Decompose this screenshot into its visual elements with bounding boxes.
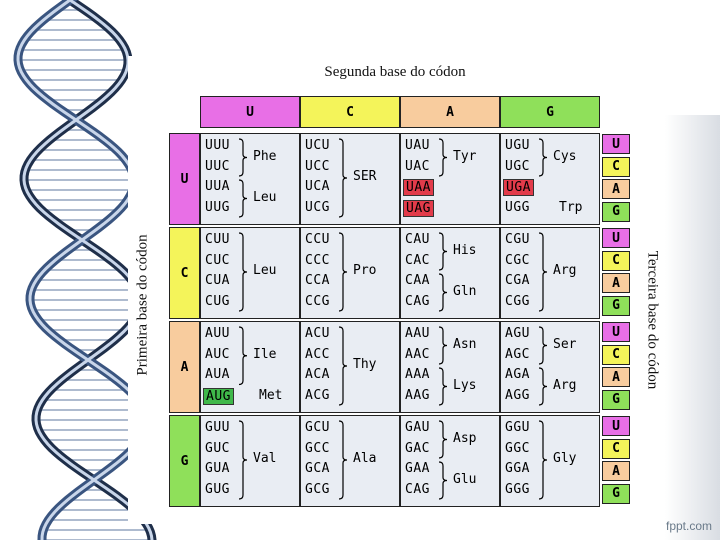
codon: CCG	[305, 293, 330, 309]
codon: GAA	[405, 461, 430, 476]
codon: GCG	[305, 481, 330, 497]
codon-cell	[300, 227, 400, 319]
codon: CAG	[405, 293, 430, 309]
codon: CGU	[505, 232, 530, 247]
third-base-u: U	[602, 228, 630, 248]
amino-acid-label: Tyr	[453, 148, 477, 164]
amino-acid-label: Thy	[353, 357, 377, 372]
codon: UAU	[405, 138, 430, 153]
brace	[337, 232, 349, 312]
codon: GGA	[505, 461, 530, 476]
codon: CAU	[405, 232, 430, 247]
codon: UGC	[505, 158, 530, 174]
brace	[437, 367, 449, 406]
codon: CAG	[405, 481, 430, 497]
codon: AUG	[203, 388, 234, 405]
codon: AUA	[205, 367, 230, 382]
brace	[337, 138, 349, 218]
codon: GAC	[405, 440, 430, 456]
codon: UUC	[205, 158, 230, 174]
third-base-c: C	[602, 345, 630, 365]
codon: AAA	[405, 367, 430, 382]
codon-cell	[300, 321, 400, 413]
third-base-a: A	[602, 367, 630, 387]
codon: AUC	[205, 346, 230, 362]
codon-cell	[400, 415, 500, 507]
amino-acid-label: Ser	[553, 336, 577, 352]
amino-acid-label: Trp	[559, 199, 583, 215]
codon: CGG	[505, 293, 530, 309]
codon: GUA	[205, 461, 230, 476]
brace	[437, 232, 449, 271]
codon: CGC	[505, 252, 530, 268]
second-base-g: G	[500, 96, 600, 128]
codon: UUA	[205, 179, 230, 194]
codon: UGU	[505, 138, 530, 153]
brace	[537, 367, 549, 406]
brace	[237, 420, 249, 500]
third-base-title: Terceira base do códon	[644, 250, 661, 390]
brace	[437, 420, 449, 459]
amino-acid-label: His	[453, 242, 477, 258]
amino-acid-label: Ala	[353, 451, 377, 466]
codon-cell	[300, 415, 400, 507]
codon-cell	[400, 133, 500, 225]
codon: GUC	[205, 440, 230, 456]
codon: AGC	[505, 346, 530, 362]
amino-acid-label: Glu	[453, 471, 477, 487]
codon: UCC	[305, 158, 330, 174]
codon: GCC	[305, 440, 330, 456]
amino-acid-label: Leu	[253, 263, 277, 278]
first-base-a: A	[169, 321, 200, 413]
codon: UCU	[305, 138, 330, 153]
codon-cell	[300, 133, 400, 225]
codon: AAG	[405, 387, 430, 403]
codon: GCU	[305, 420, 330, 435]
second-base-u: U	[200, 96, 300, 128]
third-base-g: G	[602, 484, 630, 504]
codon: GAU	[405, 420, 430, 435]
amino-acid-label: SER	[353, 169, 377, 184]
codon-cell	[500, 227, 600, 319]
codon: GUG	[205, 481, 230, 497]
codon: UAC	[405, 158, 430, 174]
amino-acid-label: Lys	[453, 377, 477, 393]
amino-acid-label: Gly	[553, 451, 577, 466]
brace	[537, 232, 549, 312]
codon: CUG	[205, 293, 230, 309]
codon: CCC	[305, 252, 330, 268]
codon: CCA	[305, 273, 330, 288]
first-base-g: G	[169, 415, 200, 507]
brace	[337, 420, 349, 500]
codon: UCA	[305, 179, 330, 194]
brace	[237, 138, 249, 177]
second-base-title: Segunda base do códon	[324, 64, 466, 80]
codon-cell	[400, 321, 500, 413]
brace	[537, 138, 549, 177]
codon: AGG	[505, 387, 530, 403]
amino-acid-label: Asp	[453, 430, 477, 446]
amino-acid-label: Ile	[253, 346, 277, 362]
codon: ACG	[305, 387, 330, 403]
codon: UUG	[205, 199, 230, 215]
codon: GGC	[505, 440, 530, 456]
codon-cell	[500, 321, 600, 413]
brace	[337, 326, 349, 406]
amino-acid-label: Leu	[253, 189, 277, 205]
codon: GCA	[305, 461, 330, 476]
brace	[237, 232, 249, 312]
codon: ACC	[305, 346, 330, 362]
second-base-c: C	[300, 96, 400, 128]
first-base-title: Primeira base do códon	[134, 234, 151, 376]
third-base-g: G	[602, 296, 630, 316]
third-base-a: A	[602, 273, 630, 293]
third-base-g: G	[602, 202, 630, 222]
codon: UGA	[503, 179, 534, 196]
watermark: fppt.com	[666, 519, 713, 533]
amino-acid-label: Arg	[553, 263, 577, 278]
codon: ACU	[305, 326, 330, 341]
second-base-a: A	[400, 96, 500, 128]
codon: AGU	[505, 326, 530, 341]
third-base-u: U	[602, 134, 630, 154]
codon: CGA	[505, 273, 530, 288]
codon: UGG	[505, 199, 530, 215]
third-base-g: G	[602, 390, 630, 410]
amino-acid-label: Asn	[453, 336, 477, 352]
amino-acid-label: Met	[259, 387, 283, 403]
codon-cell	[200, 227, 300, 319]
right-shade	[665, 115, 720, 540]
codon-cell	[400, 227, 500, 319]
codon: UAG	[403, 200, 434, 217]
brace	[537, 420, 549, 500]
codon: CUA	[205, 273, 230, 288]
amino-acid-label: Arg	[553, 377, 577, 393]
codon-cell	[200, 415, 300, 507]
codon: CCU	[305, 232, 330, 247]
first-base-c: C	[169, 227, 200, 319]
codon: AUU	[205, 326, 230, 341]
third-base-u: U	[602, 416, 630, 436]
codon-cell	[500, 133, 600, 225]
third-base-a: A	[602, 461, 630, 481]
brace	[237, 326, 249, 386]
amino-acid-label: Gln	[453, 283, 477, 299]
first-base-u: U	[169, 133, 200, 225]
third-base-c: C	[602, 251, 630, 271]
codon: AAU	[405, 326, 430, 341]
amino-acid-label: Pro	[353, 263, 377, 278]
brace	[437, 461, 449, 500]
brace	[437, 138, 449, 177]
codon: ACA	[305, 367, 330, 382]
amino-acid-label: Phe	[253, 148, 277, 164]
codon: CAC	[405, 252, 430, 268]
codon: CAA	[405, 273, 430, 288]
codon-cell	[200, 321, 300, 413]
codon-table	[167, 96, 632, 506]
codon: UAA	[403, 179, 434, 196]
third-base-u: U	[602, 322, 630, 342]
brace	[537, 326, 549, 365]
third-base-c: C	[602, 157, 630, 177]
codon: UUU	[205, 138, 230, 153]
codon: AAC	[405, 346, 430, 362]
codon: GGU	[505, 420, 530, 435]
codon: AGA	[505, 367, 530, 382]
brace	[437, 273, 449, 312]
amino-acid-label: Val	[253, 451, 277, 466]
codon: GGG	[505, 481, 530, 497]
brace	[437, 326, 449, 365]
brace	[237, 179, 249, 218]
codon: UCG	[305, 199, 330, 215]
codon: CUC	[205, 252, 230, 268]
codon: GUU	[205, 420, 230, 435]
codon-cell	[200, 133, 300, 225]
third-base-a: A	[602, 179, 630, 199]
codon-cell	[500, 415, 600, 507]
codon: CUU	[205, 232, 230, 247]
amino-acid-label: Cys	[553, 148, 577, 164]
third-base-c: C	[602, 439, 630, 459]
